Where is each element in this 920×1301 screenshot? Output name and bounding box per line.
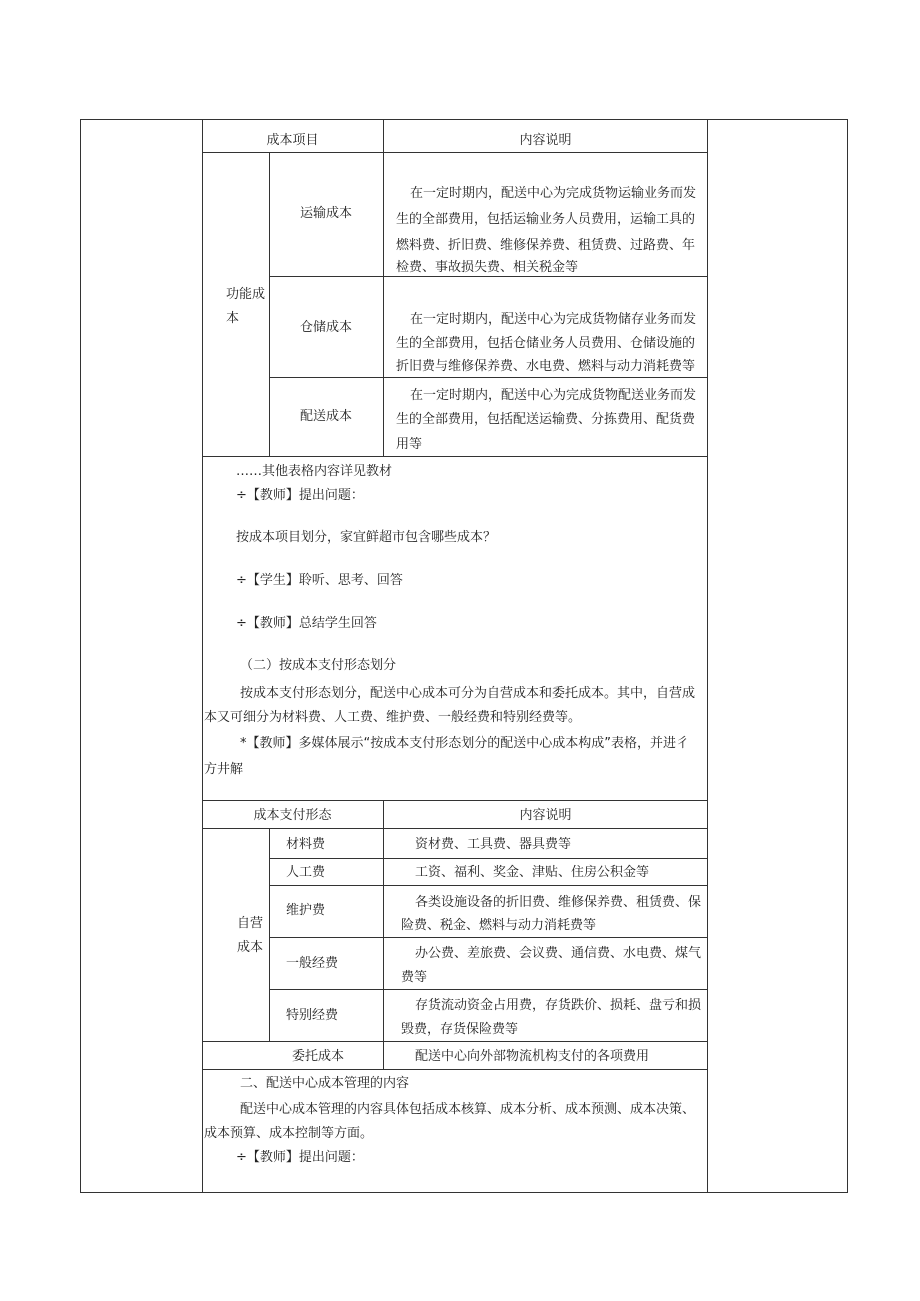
paragraph-line: 按成本支付形态划分，配送中心成本可分为自营成本和委托成本。其中，自营成 [240, 686, 696, 701]
table1-group-label-line2: 本 [226, 311, 240, 326]
table1-item-storage: 仓储成本 [299, 320, 352, 335]
table2-content-line: 存货流动资金占用费，存货跌价、损耗、盘亏和损 [415, 998, 702, 1013]
table2-item-materials: 材料费 [286, 837, 326, 852]
table1-content-line: 生的全部费用，包括配送运输费、分拣费用、配货费 [396, 412, 696, 427]
table2-content-line: 险费、税金、燃料与动力消耗费等 [401, 918, 597, 933]
teacher-multimedia-line: *【教师】多媒体展示“按成本支付形态划分的配送中心成本构成”表格，并进彳 [240, 736, 689, 751]
table2-content-line: 资材费、工具费、器具费等 [415, 837, 572, 852]
table1-content-line: 检费、事故损失费、相关税金等 [396, 260, 579, 275]
table2-item-maintenance: 维护费 [286, 903, 326, 918]
table1-content-line: 在一定时期内，配送中心为完成货物储存业务而发 [410, 312, 697, 327]
table2-content-line: 各类设施设备的折旧费、维修保养费、租赁费、保 [415, 895, 702, 910]
table2-item-general-expense: 一般经费 [286, 956, 339, 971]
table1-content-line: 生的全部费用，包括仓储业务人员费用、仓储设施的 [396, 336, 696, 351]
paragraph-line: 配送中心成本管理的内容具体包括成本核算、成本分析、成本预测、成本决策、 [240, 1102, 696, 1117]
left-column-divider [202, 120, 203, 1192]
table1-header-item: 成本项目 [266, 133, 319, 148]
table2-content-line: 办公费、差旅费、会议费、通信费、水电费、煤气 [415, 946, 702, 961]
table1-content-line: 生的全部费用，包括运输业务人员费用，运输工具的 [396, 212, 696, 227]
question-text: 按成本项目划分，家宜鲜超市包含哪些成本？ [236, 530, 497, 545]
table2-group-label-line2: 成本 [237, 940, 264, 955]
table2-group-label-line1: 自营 [237, 916, 264, 931]
table2-item-entrusted: 委托成本 [292, 1049, 345, 1064]
section-heading-payment-form: （二）按成本支付形态划分 [240, 658, 397, 673]
teacher-question-prompt: ÷【教师】提出问题： [236, 488, 364, 503]
student-response: ÷【学生】聆听、思考、回答 [236, 573, 403, 588]
table1-group-label-line1: 功能成 [226, 287, 266, 302]
table1-item-delivery: 配送成本 [299, 409, 352, 424]
table2-content-line: 配送中心向外部物流机构支付的各项费用 [415, 1049, 650, 1064]
table2-content-line: 毁费，存货保险费等 [401, 1022, 519, 1037]
table2-item-special-expense: 特别经费 [286, 1008, 339, 1023]
table2-item-labor: 人工费 [286, 865, 326, 880]
table1-header-content: 内容说明 [519, 133, 572, 148]
teacher-multimedia-line: 方井解 [204, 762, 244, 777]
table2-content-line: 费等 [401, 970, 428, 985]
table1-content-line: 用等 [396, 437, 423, 452]
paragraph-line: 成本预算、成本控制等方面。 [204, 1126, 374, 1141]
table2-content-line: 工资、福利、奖金、津贴、住房公积金等 [415, 865, 650, 880]
teacher-summary: ÷【教师】总结学生回答 [236, 616, 377, 631]
table2-header-content: 内容说明 [519, 808, 572, 823]
table1-content-line: 在一定时期内，配送中心为完成货物配送业务而发 [410, 388, 697, 403]
teacher-question-prompt: ÷【教师】提出问题： [236, 1150, 364, 1165]
table1-content-line: 折旧费与维修保养费、水电费、燃料与动力消耗费等 [396, 359, 696, 374]
table1-content-line: 燃料费、折旧费、维修保养费、租赁费、过路费、年 [396, 238, 696, 253]
right-column-divider [707, 120, 708, 1192]
table2-header-item: 成本支付形态 [253, 808, 332, 823]
table1-item-transport: 运输成本 [299, 206, 352, 221]
table1-content-line: 在一定时期内，配送中心为完成货物运输业务而发 [410, 186, 697, 201]
section-heading-management: 二、配送中心成本管理的内容 [240, 1076, 410, 1091]
note-see-textbook: ……其他表格内容详见教材 [236, 464, 393, 479]
paragraph-line: 本又可细分为材料费、人工费、维护费、一般经费和特别经费等。 [204, 710, 582, 725]
